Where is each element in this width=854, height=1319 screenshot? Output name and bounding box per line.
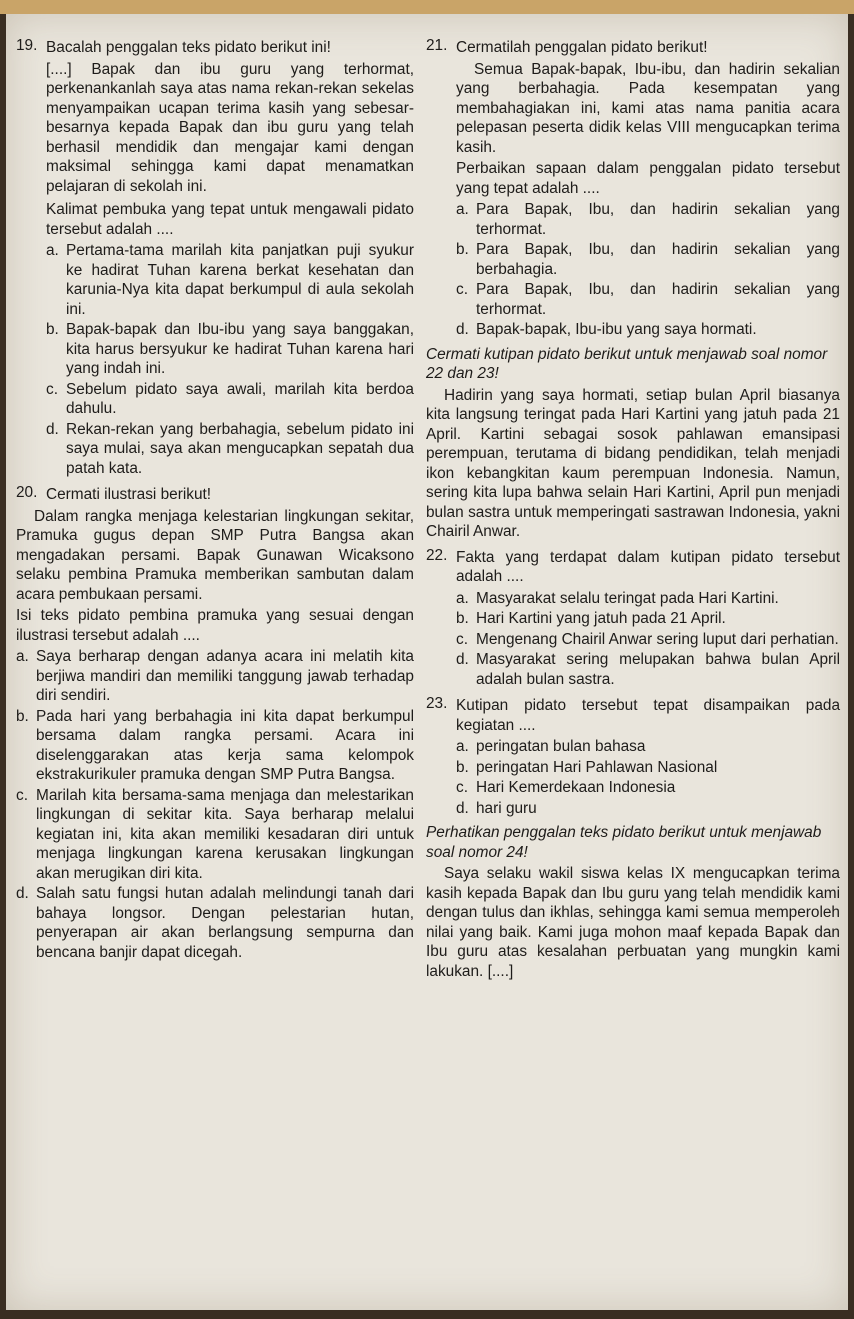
option-b[interactable]: b. Pada hari yang berbahagia ini kita dapat berkumpul bersama dalam rangka persami. Acara ini diselenggarakan atas kerja sama kelompok ekstrakurikuler pramuka dengan SMP Putra Bangsa. bbox=[16, 707, 414, 783]
option-d[interactable]: d. Bapak-bapak, Ibu-ibu yang saya hormati. bbox=[456, 321, 757, 338]
option-d[interactable]: d. Masyarakat sering melupakan bahwa bulan April adalah bulan sastra. bbox=[456, 651, 840, 688]
question-number: 19. bbox=[16, 37, 38, 54]
speech-passage-24: Saya selaku wakil siswa kelas IX mengucapkan terima kasih kepada Bapak dan Ibu guru yang telah mendidik kami dengan tulus dan ikhlas, sehingga kami semua memperoleh nilai yang baik. Kami juga mohon maaf kepada Bapak dan Ibu guru atas kesalahan perbuatan yang mungkin kami lakukan. [....] bbox=[426, 865, 840, 980]
worksheet-page bbox=[6, 14, 848, 1310]
option-a[interactable]: a. Saya berharap dengan adanya acara ini melatih kita berjiwa mandiri dan memiliki tanggung jawab terhadap diri sendiri. bbox=[16, 648, 414, 704]
speech-passage-22-23: Hadirin yang saya hormati, setiap bulan April biasanya kita langsung teringat pada Hari Kartini yang jatuh pada 21 April. Kartini sebagai sosok pahlawan emansipasi perempuan, terutama di bidang pendidikan, telah menjadi ikon kebangkitan kaum perempuan Indonesia. Namun, sering kita lupa bahwa selain Hari Kartini, April pun menjadi bulan sastra untuk memperingati sastrawan Indonesia, yakni Chairil Anwar. bbox=[426, 386, 840, 540]
question-number: 20. bbox=[16, 484, 38, 501]
question-stem: Bacalah penggalan teks pidato berikut ini! bbox=[46, 39, 331, 56]
question-number: 21. bbox=[426, 37, 448, 54]
option-c[interactable]: c. Sebelum pidato saya awali, marilah kita berdoa dahulu. bbox=[46, 380, 414, 417]
question-text: Perbaikan sapaan dalam penggalan pidato tersebut yang tepat adalah .... bbox=[456, 160, 840, 197]
question-stem: Kutipan pidato tersebut tepat disampaikan pada kegiatan .... bbox=[456, 697, 840, 734]
question-text: Kalimat pembuka yang tepat untuk mengawali pidato tersebut adalah .... bbox=[46, 201, 414, 238]
option-b[interactable]: b. peringatan Hari Pahlawan Nasional bbox=[456, 758, 718, 776]
option-a[interactable]: a. peringatan bulan bahasa bbox=[456, 738, 646, 755]
option-b[interactable]: b. Hari Kartini yang jatuh pada 21 April. bbox=[456, 610, 726, 627]
question-22 bbox=[426, 546, 840, 691]
option-b[interactable]: b. Bapak-bapak dan Ibu-ibu yang saya banggakan, kita harus bersyukur ke hadirat Tuhan karena hari yang indah ini. bbox=[46, 321, 414, 377]
option-b[interactable]: b. Para Bapak, Ibu, dan hadirin sekalian yang berbahagia. bbox=[456, 241, 840, 278]
question-text: Isi teks pidato pembina pramuka yang sesuai dengan ilustrasi tersebut adalah .... bbox=[16, 607, 414, 644]
option-d[interactable]: d. hari guru bbox=[456, 799, 537, 817]
right-column bbox=[426, 36, 840, 985]
option-a[interactable]: a. Masyarakat selalu teringat pada Hari Kartini. bbox=[456, 589, 779, 607]
question-23 bbox=[426, 694, 840, 819]
instruction-24: Perhatikan penggalan teks pidato berikut untuk menjawab soal nomor 24! bbox=[426, 824, 822, 861]
option-d[interactable]: d. Salah satu fungsi hutan adalah melindungi tanah dari bahaya longsor. Dengan pelestarian hutan, penyerapan air akan berlangsung sempurna dan bencana banjir dapat dicegah. bbox=[16, 885, 414, 961]
option-c[interactable]: c. Mengenang Chairil Anwar sering luput dari perhatian. bbox=[456, 630, 839, 648]
left-column bbox=[16, 36, 414, 966]
question-number: 22. bbox=[426, 546, 448, 564]
instruction-22-23: Cermati kutipan pidato berikut untuk menjawab soal nomor 22 dan 23! bbox=[426, 345, 828, 382]
question-20 bbox=[16, 483, 414, 962]
option-a[interactable]: a. Para Bapak, Ibu, dan hadirin sekalian yang terhormat. bbox=[456, 201, 840, 238]
option-d[interactable]: d. Rekan-rekan yang berbahagia, sebelum pidato ini saya mulai, saya akan mengucapkan sepatah dua patah kata. bbox=[46, 420, 414, 477]
question-19 bbox=[16, 36, 414, 479]
question-stem: Fakta yang terdapat dalam kutipan pidato tersebut adalah .... bbox=[456, 548, 840, 585]
question-stem: Cermatilah penggalan pidato berikut! bbox=[456, 39, 708, 56]
option-c[interactable]: c. Hari Kemerdekaan Indonesia bbox=[456, 779, 676, 796]
speech-passage: [....] Bapak dan ibu guru yang terhormat, perkenankanlah saya atas nama rekan-rekan sekelas menyampaikan ucapan terima kasih yang sebesar-besarnya kepada Bapak dan ibu guru yang telah berhasil mendidik dan mengajar kami dengan maksimal sehingga kami dapat menamatkan pelajaran di sekolah ini. bbox=[46, 60, 414, 195]
option-a[interactable]: a. Pertama-tama marilah kita panjatkan puji syukur ke hadirat Tuhan karena berkat kesehatan dan karunia-Nya kita dapat berkumpul di aula sekolah ini. bbox=[46, 242, 414, 318]
option-c[interactable]: c. Para Bapak, Ibu, dan hadirin sekalian yang terhormat. bbox=[456, 281, 840, 318]
question-21 bbox=[426, 36, 840, 341]
question-stem: Cermati ilustrasi berikut! bbox=[46, 486, 212, 503]
question-number: 23. bbox=[426, 695, 448, 712]
option-c[interactable]: c. Marilah kita bersama-sama menjaga dan melestarikan lingkungan di sekitar kita. Saya berharap melalui kegiatan ini, kita akan memiliki kesadaran diri untuk menjaga lingkungan karena kerusakan lingkungan akan merugikan diri kita. bbox=[16, 786, 414, 882]
background-edge bbox=[0, 0, 854, 14]
illustration-text: Dalam rangka menjaga kelestarian lingkungan sekitar, Pramuka gugus depan SMP Putra Bangsa akan mengadakan persami. Bapak Gunawan Wicaksono selaku pembina Pramuka memberikan sambutan dalam acara pembukaan persami. bbox=[16, 507, 414, 603]
speech-passage: Semua Bapak-bapak, Ibu-ibu, dan hadirin sekalian yang berbahagia. Pada kesempatan yang membahagiakan ini, kami atas nama panitia acara pelepasan peserta didik kelas VIII mengucapkan terima kasih. bbox=[456, 60, 840, 156]
